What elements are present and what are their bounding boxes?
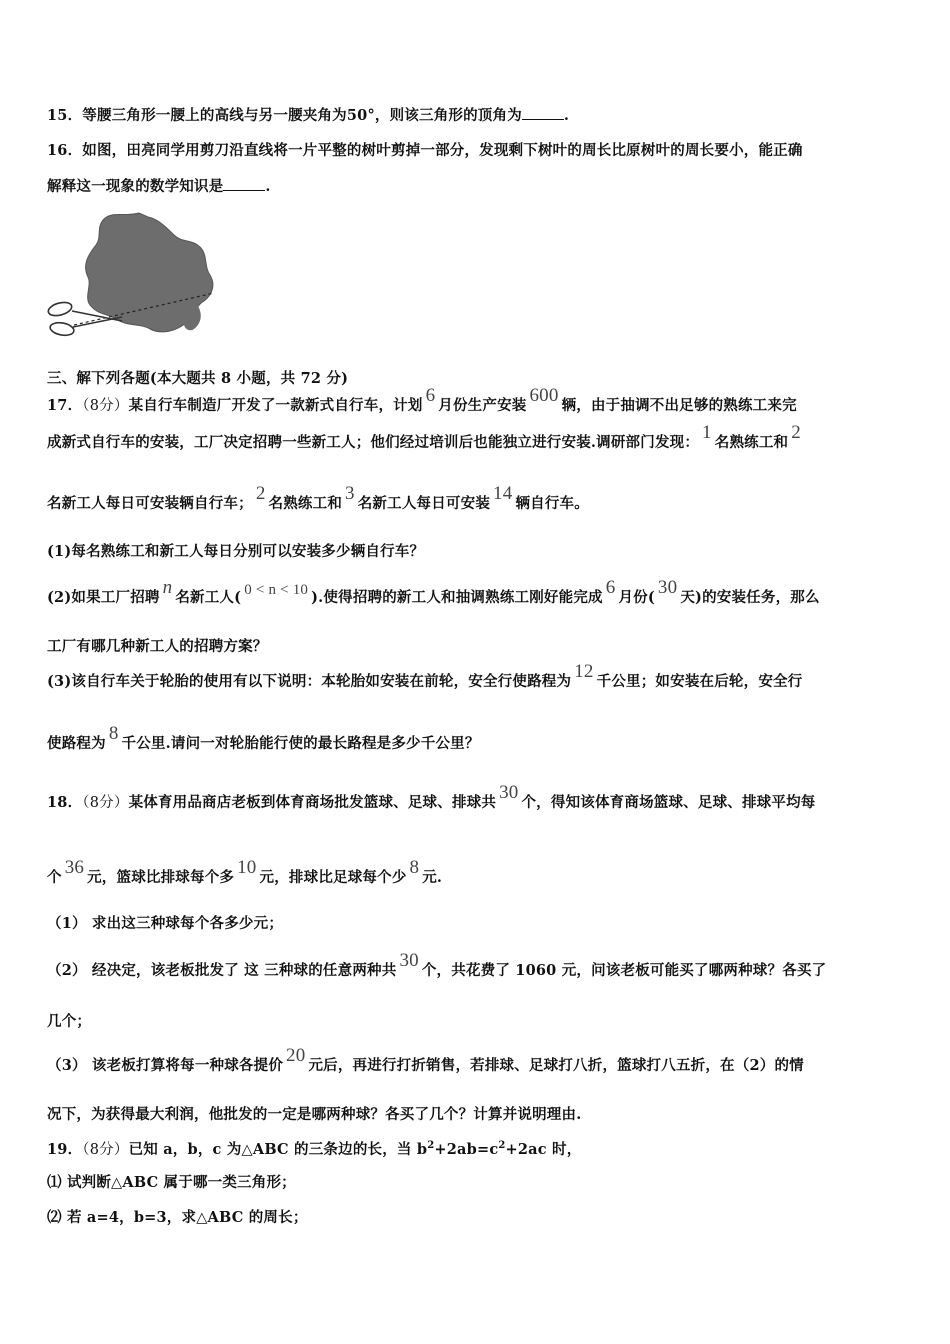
q19-sub1: ⑴ 试判断△ABC 属于哪一类三角形； xyxy=(47,1174,296,1191)
q17-sub2-b: 名新工人( xyxy=(175,589,242,606)
q17-num-2a: 2 xyxy=(791,422,801,443)
q18-sub2-a: （2） 经决定，该老板批发了 这 三种球的任意两种共 xyxy=(47,962,397,979)
q16-line1 xyxy=(47,139,910,160)
q17-num-6b: 6 xyxy=(605,577,616,598)
q17-inequality: 0 < n < 10 xyxy=(244,582,309,598)
q17-num-3: 3 xyxy=(345,483,355,504)
q16-blank xyxy=(223,176,265,191)
q17-num-14: 14 xyxy=(493,483,513,504)
q18-text-2b: 元，篮球比排球每个多 xyxy=(87,869,235,886)
q19-sup-2: 2 xyxy=(498,1140,506,1152)
q17-sub2-e: 天)的安装任务，那么 xyxy=(680,589,820,606)
q17-sub2-line2: 工厂有哪几种新工人的招聘方案？ xyxy=(47,638,268,655)
q17-sub3-c: 使路程为 xyxy=(47,735,106,752)
q18-text-1b: 个，得知该体育商场篮球、足球、排球平均每 xyxy=(521,794,816,811)
q18-sub3-b: 元后，再进行打折销售，若排球、足球打八折，篮球打八五折，在（2）的情 xyxy=(308,1057,804,1074)
q17-text-3b: 名熟练工和 xyxy=(268,495,343,512)
q18-points: （8分） xyxy=(82,795,129,811)
q17-sub2-d: 月份( xyxy=(618,589,655,606)
q17-text-3d: 辆自行车。 xyxy=(515,495,589,512)
q18-num-8: 8 xyxy=(409,857,420,878)
q17-num-600: 600 xyxy=(529,385,559,406)
q17-text-3a: 名新工人每日可安装辆自行车； xyxy=(47,495,253,512)
q18-sub2 xyxy=(47,950,910,981)
q15-end: . xyxy=(563,107,570,124)
q17-number: 17． xyxy=(47,397,83,414)
q17-sub3-b: 千公里；如安装在后轮，安全行 xyxy=(596,673,803,690)
q18-sub2-b: 个，共花费了 1060 元，问该老板可能买了哪两种球？各买了 xyxy=(421,962,827,979)
q17-num-12: 12 xyxy=(574,661,594,682)
q17-text-2b: 名熟练工和 xyxy=(714,434,789,451)
q17-num-6: 6 xyxy=(425,385,436,406)
q19-number: 19． xyxy=(47,1141,83,1158)
q18-text-2c: 元，排球比足球每个少 xyxy=(259,869,407,886)
q18-number: 18． xyxy=(47,794,83,811)
q18-num-20: 20 xyxy=(286,1045,306,1066)
q17-sub3-line2 xyxy=(47,723,910,754)
q17-num-1: 1 xyxy=(702,422,712,443)
q17-sub2-c: ).使得招聘的新工人和抽调熟练工刚好能完成 xyxy=(311,589,603,606)
section3-title: 三、解下列各题(本大题共 8 小题，共 72 分) xyxy=(47,370,349,387)
q19-line1 xyxy=(47,1138,910,1159)
q17-sub1: (1)每名熟练工和新工人每日分别可以安装多少辆自行车？ xyxy=(47,543,425,560)
q19-text-b: +2ab=c xyxy=(434,1141,499,1158)
q15-line xyxy=(47,104,910,125)
q18-sub3-line2: 况下，为获得最大利润，他批发的一定是哪两种球？各买了几个？计算并说明理由. xyxy=(47,1106,582,1123)
q18-text-1a: 某体育用品商店老板到体育商场批发篮球、足球、排球共 xyxy=(128,794,497,811)
q17-points: （8分） xyxy=(82,398,129,414)
q18-num-36: 36 xyxy=(64,857,85,878)
q15-blank xyxy=(522,105,564,120)
q18-num-30b: 30 xyxy=(399,950,419,971)
q17-sub2 xyxy=(47,577,910,608)
q17-line1 xyxy=(47,385,910,416)
q19-text-a: 已知 a，b，c 为△ABC 的三条边的长，当 b xyxy=(128,1141,428,1158)
q17-num-2b: 2 xyxy=(255,483,266,504)
q15-text: 15．等腰三角形一腰上的高线与另一腰夹角为50°，则该三角形的顶角为 xyxy=(47,107,522,124)
q18-text-2d: 元. xyxy=(422,869,443,886)
q17-text-2a: 成新式自行车的安装，工厂决定招聘一些新工人；他们经过培训后也能独立进行安装.调研部门发现： xyxy=(47,434,700,451)
q19-sup-1: 2 xyxy=(427,1140,435,1152)
q17-sub2-a: (2)如果工厂招聘 xyxy=(47,589,160,606)
q18-sub2-line2: 几个； xyxy=(47,1013,92,1030)
q17-line3 xyxy=(47,483,910,514)
q17-sub3-d: 千公里.请问一对轮胎能行使的最长路程是多少千公里？ xyxy=(121,735,480,752)
q18-num-10: 10 xyxy=(237,857,257,878)
leaf-scissors-figure xyxy=(44,205,234,355)
q16-text-1: 16．如图，田亮同学用剪刀沿直线将一片平整的树叶剪掉一部分，发现剩下树叶的周长比原树叶的周长要小，能正确 xyxy=(47,142,803,159)
q17-text-1a: 某自行车制造厂开发了一款新式自行车，计划 xyxy=(128,397,423,414)
q16-text-2: 解释这一现象的数学知识是 xyxy=(47,178,224,195)
q16-line2 xyxy=(47,175,910,196)
q17-line2 xyxy=(47,422,910,453)
q18-num-30: 30 xyxy=(499,782,519,803)
q17-text-3c: 名新工人每日可安装 xyxy=(357,495,491,512)
q18-sub1: （1） 求出这三种球每个各多少元； xyxy=(47,915,284,932)
q17-num-30: 30 xyxy=(657,577,678,598)
q17-text-1b: 月份生产安装 xyxy=(438,397,527,414)
q16-end: . xyxy=(265,178,271,195)
q17-sub3-a: (3)该自行车关于轮胎的使用有以下说明：本轮胎如安装在前轮，安全行使路程为 xyxy=(47,673,572,690)
q18-sub3 xyxy=(47,1045,910,1076)
q19-text-c: +2ac 时， xyxy=(505,1141,582,1158)
q18-line2 xyxy=(47,857,910,888)
q18-text-2a: 个 xyxy=(47,869,62,886)
q17-num-8: 8 xyxy=(108,723,119,744)
q17-sub3 xyxy=(47,661,910,692)
q19-points: （8分） xyxy=(82,1142,129,1158)
q17-var-n: n xyxy=(162,577,173,598)
q17-text-1c: 辆，由于抽调不出足够的熟练工来完 xyxy=(561,397,797,414)
q18-sub3-a: （3） 该老板打算将每一种球各提价 xyxy=(47,1057,284,1074)
q19-sub2: ⑵ 若 a=4，b=3，求△ABC 的周长； xyxy=(47,1209,308,1226)
q18-line1 xyxy=(47,782,910,813)
